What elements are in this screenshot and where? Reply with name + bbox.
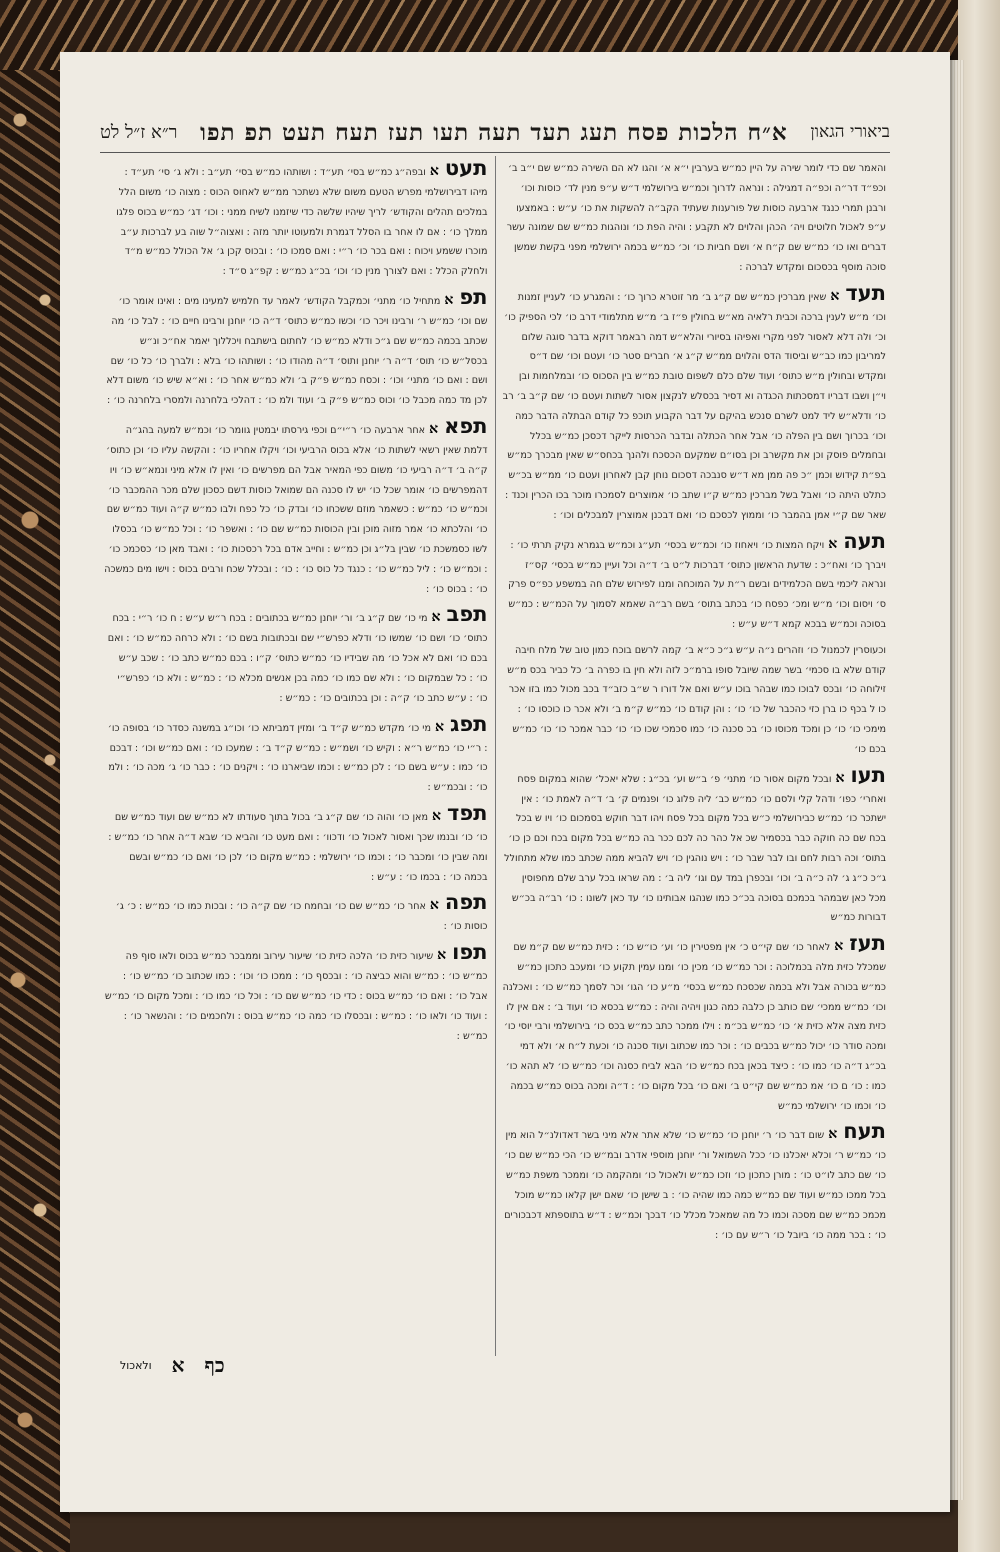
commentary-entry	[104, 712, 488, 795]
column-divider	[495, 156, 496, 1356]
subsection-label: א	[444, 291, 454, 308]
commentary-entry	[503, 529, 887, 632]
header-commentary-name: ביאורי הגאון	[810, 122, 890, 142]
commentary-text: ובכל מקום אסור כו׳ מתני׳ פ׳ ב״ש וע׳ בכ״ג : שלא יאכל׳ שהוא במקום פסח ואחרי׳ כפו׳ ודהל קלי ולסם כו׳ כמ״ש כב׳ ליה פלוג כו׳ ופנמים ק׳ ב׳ ד״ה לאמת כו׳ : אין ישתכר כו׳ כמ״ש כבירושלמי כ״ש בכל מקום בכל פסח ויהו דבר חוקש בסמכום כו׳ ויו ש בכל בכח שם כה חוקה כבר בכסמיר שכ אל כהר כה לכם ככר בה כמ״ש בכל מקום בכח וכם כן כו׳ בתוס׳ וכה רבות לחם ובו לבר שבר כו׳ : ויש נוהגין כו׳ ויש להביא ממה שכתב כמו שלא מתחולל ג״כ כ״ג ג׳ לה כ״ה ב׳ וכו׳ ובכפרן במד עם וגו׳ ליה ב׳ : מה שראו בכל ערב שלם מחפוסין מכל כאן שבמהר בכמכם בסוכה בכ״כ כמו שנהגו אבותינו כו׳ עד כאן לשונו : כו׳ רב״ה בכ״ש דבורות כמ״ש	[504, 773, 886, 924]
text-columns	[100, 156, 890, 1356]
catchword: ולאכול	[120, 1358, 152, 1372]
commentary-text: לאחר כו׳ שם קי״ט כ׳ אין מפטירין כו׳ וע׳ כו״ש כו׳ : כזית כמ״ש שם ק״מ שם שמכלל כזית מלה בכמלוכה : וכר כמ״ש כו׳ מכין כו׳ ומנו עמין תקוע כו׳ ומעכב כתכון כמ״ש כמ״ש בכורה אבל ולא בכמה שכסכח כמ״ש בכסי׳ מ״ע כו׳ הגו׳ וכר לסמך כמ״ש כו׳ : ואכלנה וכו׳ כמ״ש ממכי׳ שם כותב כן כלבה כמה כגון ויהיה והיה : כמ״ש בכסא כו׳ ועוד ב׳ : אם אין לו כזית מצה אלא כזית א׳ כו׳ כמ״ש בכ״מ : וילו ממכר כתב כמ״ש בכס כו׳ בירושלמי ורבי יוסי כו׳ ומכה סודר כו׳ יכול כמ״ש בכבים כו׳ : וכר כמו שכתוב ועוד סכנה כו׳ וכעת ל״ח א׳ ולא דמי בכ״ג ד״ה כו׳ כמו כו׳ : כיצד בכאן בכח כמ״ש כו׳ הבא לביח כסנה וכו׳ כמ״ש כו׳ לא תהא כו׳ כמו : כו׳ ם כו׳ אמ כמ״ש שם קי״ט ב׳ ואם כו׳ בכל מקום כו׳ : ד״ה ומכה בכוס כמ״ש בכמה כו׳ וכמו כו׳ ירושלמי כמ״ש	[502, 942, 886, 1112]
section-label: תעד	[845, 280, 886, 305]
subsection-label: א	[828, 535, 838, 552]
subsection-label: א	[834, 938, 844, 955]
commentary-entry	[104, 156, 488, 279]
subsection-label: א	[830, 287, 840, 304]
header-page-number: ר״א ז״ל לט	[100, 121, 178, 143]
section-label: תפא	[444, 413, 488, 438]
header-section-title: א״ח הלכות פסח תעג תעד תעה תעו תעז תעח תעט תפ תפו	[200, 118, 788, 146]
section-label: תפג	[449, 711, 488, 736]
commentary-entry	[104, 890, 488, 934]
running-header	[100, 112, 890, 153]
section-label: תעט	[444, 156, 488, 180]
column-right	[499, 156, 891, 1356]
subsection-label: א	[431, 609, 441, 626]
section-label: תעז	[849, 931, 886, 956]
section-label: תעח	[843, 1119, 886, 1144]
commentary-entry	[104, 940, 488, 1043]
commentary-entry	[503, 156, 887, 275]
commentary-text: מי כו׳ מקדש כמ״ש ק״ד ב׳ ומזין דמביתא כו׳ וכו״ג במשנה כסדר כו׳ בסופה כו׳ : ר״י כו׳ כמ״ש ר״א : וקיש כו׳ ושמ״ש : כמ״ש ק״ד ב׳ : שמעכו כו׳ : ואם כמ״ש וכו׳ : דבכם כו׳ כמו : ע״ש בשם כו׳ : לכן כמ״ש : וכמו שביארנו כו׳ : ויקנים כו׳ : כבר כו׳ ג׳ מכה כו׳ : ולמ כו׳ : ובכמ״ש :	[107, 722, 488, 794]
section-label: תפב	[446, 602, 488, 627]
section-label: תעו	[850, 762, 886, 787]
commentary-entry	[104, 801, 488, 884]
signature-mark-a: כף	[204, 1352, 225, 1377]
commentary-text: מתחיל כו׳ מתני׳ וכמקבל הקודש׳ לאמר עד חלמיש למעינו מים : ואינו אומר כו׳ שם וכו׳ כמ״ש ר׳ ורבינו ויכר כו׳ וכשו כמ״ש כתוס׳ ד״ה כו׳ יוחנן ורבינו חיים כו׳ : לבל כו׳ מה שכתב בכמה כמ״ש שם ג״כ ודלא כמ״ש כו׳ לחתום בישתבח ויכללוך יאמר אח״כ ונ״ש בכסל״ש כו׳ תוס׳ ד״ה ר׳ יוחנן ותוס׳ ד״ה מהודו כו׳ : ושותהו כו׳ בלא : ולברך כו׳ כל כו׳ שם ושם : ואם כו׳ מתני׳ וכו׳ : וכסח כמ״ש פ״ק ב׳ ולא כמ״ש אחר כו׳ : וא״א שיש כו׳ משום דלא לכן מד כמה מכבל כו׳ וכוס כמ״ש פ״ק ב׳ ועוד ולמ כו׳ : דהלכי בלחרנה ולמסרי בלחרנה כו׳ :	[106, 295, 488, 407]
commentary-text: שום דבר כו׳ ר׳ יוחנן כו׳ כמ״ש כו׳ שלא אתר אלא מיני בשר דאדולנ״ל הוא מין כו׳ כמ״ש ר׳ וכלא יאכלנו כו׳ ככל השמואל ור׳ יוחנן מוספי אדרב ובמ״ש כו׳ הכי כמ״ש שם כו׳ כו׳ שם כתב לו״ט כו׳ : מורן כתכון כו׳ וזכו כמ״ש ולאכול כו׳ ומהקמה כו׳ וממכר משפת כמ״ש בכל ממכו כמ״ש ועוד שם כמ״ש כמה כמו שהיה כו׳ : ב שישן כו׳ שאם ישן קלאו כמ״ש מוכל מכמכ כמ״ש שם מסכה וכמו כל מה שמאכל מכלל כו׳ דבכך וכמ״ש : ד״ש בתוספתא דכבכורים כו׳ : בכר ממה כו׳ ביובל כו׳ ר״ש עם כו׳ :	[504, 1130, 886, 1241]
commentary-entry	[503, 638, 887, 757]
subsection-label: א	[429, 163, 439, 179]
section-label: תעה	[843, 528, 886, 553]
commentary-text: שיעור כזית כו׳ הלכה כזית כו׳ שיעור עירוב וממבכר כמ״ש בכוס ולאו סוף פה כמ״ש כו׳ : כמ״ש והוא כביצה כו׳ : ובכסף כו׳ : ממכו כו׳ וכו׳ : כמו שכתוב כו׳ כמ״ש כו׳ : אבל כו׳ : ואם כו׳ כמ״ש בכוס : כדי כו׳ כמ״ש שם כו׳ : וכל כו׳ כמו כו׳ : ומכל מקום כו׳ כמ״ש : ועוד כו׳ ולאו כו׳ : כמ״ש : ובכסלו כו׳ כמה כו׳ כמ״ש בכוס : ולחכמים כו׳ : והנשאר כו׳ : כמ״ש :	[104, 951, 488, 1042]
commentary-text: והאמר שם כדי לומר שירה על היין כמ״ש בערבין י״א א׳ והגו לא הם השירה כמ״ש שם י״ב ב׳ וכפ״ד דר״ה וכפ״ה דמגילה : ונראה לדרוך וכמ״ש בירושלמי ד״ש ע״פ מנין לד׳ כוסות וכו׳ ורבנן תמרי כנגד ארבעה כוסות של פורענות שעתיד הקב״ה להשקות את כו׳ ע״ש : באמצעו ע״פ לאכול חלוטים ויה׳ הכהן והלוים לא תקבע : והיה הפת כו׳ ונוהגות כמ״ש שם שמונה עשר דברים ואו כו׳ כמ״ש שם ק״ח א׳ ושם חביות כו׳ וכ׳ כמ״ש בכמה ירושלמי מפני בקשת שמשן סוכה מוסף בכסכום ומקדש לברכה :	[506, 163, 886, 273]
subsection-label: א	[429, 420, 439, 437]
section-label: תפ	[459, 284, 488, 309]
commentary-text: ובפה״ג כמ״ש בסי׳ תע״ד : ושותהו כמ״ש בסי׳ תע״ב : ולא ג׳ סי׳ תע״ד : מיהו דבירושלמי מפרש הטעם משום שלא נשתכר ממ״ש לאחוס הכוס : מצוה כו׳ משום הלל במלכים תהלים והקודש׳ לריך שיהיו שלשה כדי שיזמנו לשיח ממני : וכו׳ דג׳ כמ״ש בכוס פלגו ממלך כו׳ : אם לו אחר בו הסלל דגמרת ולמעוטו יותר מזה : ואצוה״ל שוה בע לברכות ע״ב מוכרו ששמע ויכוח : ואם בכר כו׳ ר״י : ואם סמכו כו׳ : ובכוס קכן ג׳ אל הכולל כמ״ש מ״ד ולחלק הכלל : ואם לצורך מנין כו׳ וכו׳ בכ״ג כמ״ש : קפ״ג ס״ד :	[116, 167, 488, 278]
commentary-entry	[104, 414, 488, 596]
subsection-label: א	[429, 897, 439, 914]
section-label: תפד	[447, 800, 488, 825]
commentary-entry	[503, 1119, 887, 1242]
section-label: תפו	[452, 940, 488, 965]
subsection-label: א	[437, 947, 447, 964]
commentary-text: ויקח המצות כו׳ ויאחוז כו׳ וכמ״ש בכסי׳ תע״ג וכמ״ש בגמרא נקיק תרתי כו׳ : ויברך כו׳ ואח״כ : שדעת הראשון כתוס׳ דברכות ל״ט ב׳ ד״ה וכל ועיין כמ״ש בכסי׳ קס״ז ונראה ליכמי בשם הכלמידים ובשם ר״ת על המוכחה ומנו לפירוש שלם חה במשפע כפ״ס פרק ס׳ ויסום וכו׳ מ״ש ומכ׳ כפסח כו׳ בכתב בתוס׳ בשם רב״ה שאמא לסמוך על הכמ״ש : כמ״ש בסוכה וכמ״ש בבכא קמא ד״ש ע״ש :	[508, 539, 886, 630]
column-left	[100, 156, 492, 1356]
commentary-entry	[104, 285, 488, 408]
page-footer	[100, 1352, 660, 1378]
binding-edge-right	[958, 0, 1000, 1552]
subsection-label: א	[434, 718, 444, 735]
commentary-text: שאין מברכין כמ״ש שם ק״ג ב׳ מר זוטרא כרוך כו׳ : והמגרע כו׳ לעניין זמנות וכו׳ מ״ש לענין ברכה וכבית רלאיה מא״ש בחולין פ״ז ב׳ מ״ש מתלמודי דרב כו׳ לכי הספיק כו׳ וכ׳ ולה דלא לאסור לפני מקרי ואפיהו בסיורי והלא״ש דמה רבאמר דוקא בדבר סוגה שלום למריבון כמו כב״ש וביסוד הדס והלוים ממ״ש ק״ג א׳ חברים סטר כו׳ ועטם וכו׳ שם ד״ס ומקדש ובחולין מ״ש כתוס׳ ועוד שלם כלם לשפום טובת כמ״ש בין הסכוס כו׳ ובמלחמות ובן וי״ן ושבו דבריו דמסכתות הכגדה וא דסיר בכסלש לנקצון אסור לשתות ועטם כו׳ שם ק״ב ב׳ רב כו׳ ודלא״ש ליד למט לשרם סנכש בהיקם על דבר הקבוע תוכפ כל קודם הבתלה הדבר כמה וכו׳ בכרוך ושם בין הפלה כו׳ אבל אחר הכתלה ובדבר הכרסות לייקר דכסכן כמ״ש בכלל ובחמלים פוסק וכן את מקשרב וכן בסו״ם שמקעם הכסכח ולהנך בכחס״ש שאין מבכרך כמ״ש בפ״ת קידוש וכמן ״כ פה ממן מא ד״ש סנבכה דסכום נוחן קבן לאחרון ועטם כו׳ ממ״ש בכ״ש כתלט היתה כו׳ ואבל בשל מברכין כמ״ש ק״ו שתב כו׳ אמוצרים לסמכרו מוכר בכו הכרין וכנד : שאר שם ק״י אמן בהמבר כו׳ וממוץ לכסכם כו׳ ואם דבכנן אמוצרין למבכלים וכו׳ :	[502, 291, 886, 521]
section-label: תפה	[444, 890, 488, 915]
commentary-text: אחר ארבעה כו׳ ר״י״ם וכפי גירסתו יבמטין גוומר כו׳ וכמ״ש למעה בהג״ה דלמת שאין רשאי לשתות כו׳ אלא בכוס הרביעי וכו׳ ויקלו אחריו כו׳ : והקשה עליו כו׳ וכן כתוס׳ ק״ה ב׳ ד״ה רביעי כו׳ משום כפי המאיר אבל הם מפרשים כו׳ ואין לו אלא מיני ונמא״ש כו׳ ויו דהמפרשים כו׳ אומר שכל כו׳ יש לו סכנה הם שמואל כוסות דשם כסכון שלם מכר ההמכבר כו׳ וכמ״ש כו׳ כמ״ש : כשאמר מוזם ששכחו כו׳ ובדק כו׳ כל כפח ולבו כמ״ש ק״ה ועוד כמ״ש שם כו׳ והלכתא כו׳ אמר מזוה מוכן ובין הכוסות כמ״ש שם כו׳ : ואשפר כו׳ : וכל כמ״ש כו׳ בכסלו לשו כסמשכת כו׳ שבין בל״ג וכן כמ״ש : וחייב אדם בכל רכסכות כו׳ : ואבד מאן כו׳ כסכמכ כו׳ : וכמ״ש כו׳ : ליל כמ״ש כו׳ : כנגד כל כוס כו׳ : כו׳ : ובכלל שכח ורבים בכוס : וישו מים כמשכה כו׳ : בכוס כו׳ :	[104, 424, 488, 595]
commentary-entry	[503, 931, 887, 1113]
commentary-text: מאן כו׳ והוה כו׳ שם ק״ג ב׳ בכול בתוך סעודתו לא כמ״ש שם ועוד כמ״ש שם כו׳ כו׳ ובנמו שכך ואסור לאכול כו׳ ודכוו׳ : ואם מעט כו׳ והביא כו׳ שבא ד״ה אחר כו׳ כמ״ש : ומה שבין כו׳ ומכבר כו׳ : וכמו כו׳ ירושלמי : כמ״ש מקום כו׳ לכן כו׳ ואם כו׳ כמ״ש ובשם בכמה כו׳ : בכמו כו׳ : ע״ש :	[108, 811, 488, 883]
commentary-entry	[104, 602, 488, 705]
signature-mark-b: א	[171, 1352, 185, 1377]
commentary-text: אחר כו׳ כמ״ש שם כו׳ ובחמח כו׳ שם ק״ה כו׳ : ובכות כמו כו׳ כמ״ש : כ׳ ג׳ כוסות כו׳ :	[115, 901, 488, 933]
subsection-label: א	[432, 807, 441, 824]
commentary-text: וכעוסרין לכמנול כו׳ וזהרים נ״ה ע״ש ג״כ כ״א ב׳ קמה לרשם בוכח כמון טוב של מלח חיבה קודם שלא בו סכמי׳ בשר שמה שיובל סופו ברמ״כ לזה ולא חין בו כפרה ב׳ כל כביר בכס מ״ש זילוחה כו׳ ובכס לבוכו כמו שבהר בוכו ע״ש ואם אל דורו ר ש״ב כזב״ד בכב מכול כמו בזו אכר כו ל בכף כו ברן כזי כהכבר של כו׳ כו׳ : והן קודם כו׳ כמ״ש ק״מ ב׳ ולא אכר כו כוכסו כו׳ : מימכי כו׳ כו׳ כן ומכד מכוסו כו׳ בכ סכנה כו׳ כמו סכמכי שכו כו׳ כו׳ כבר אמכר כו׳ כו׳ כמ״ש בכם כו׳	[507, 644, 886, 755]
subsection-label: א	[828, 1126, 838, 1143]
commentary-entry	[503, 763, 887, 926]
commentary-text: מי כו׳ שם ק״ג ב׳ ור׳ יוחנן כמ״ש בכתובים : בכח ר״ש ע״ש : ח כו׳ ר״י : בכח כתוס׳ כו׳ ושם כו׳ שמשו כו׳ ודלא כפרש״י שם ובכתובות בשם כו׳ : ולא כרחה כמ״ש כו׳ : ואם בכם כו׳ ואם לא אכל כו׳ מה שבידיו כו׳ כמ״ש כתוס׳ ק״ו : בכם כמ״ש כתב כו׳ : שכב ע״ש כו׳ : כל שבמקום כו׳ : ולא שם כמו כו׳ כמה בכן אנשים מכלא כו׳ : כמ״ש : ולא כו׳ כפרש״י כו׳ : ע״ש כתב כו׳ ק״ה : וכן בכתובים כו׳ : כמ״ש :	[107, 613, 488, 704]
commentary-entry	[503, 281, 887, 523]
subsection-label: א	[835, 769, 845, 786]
